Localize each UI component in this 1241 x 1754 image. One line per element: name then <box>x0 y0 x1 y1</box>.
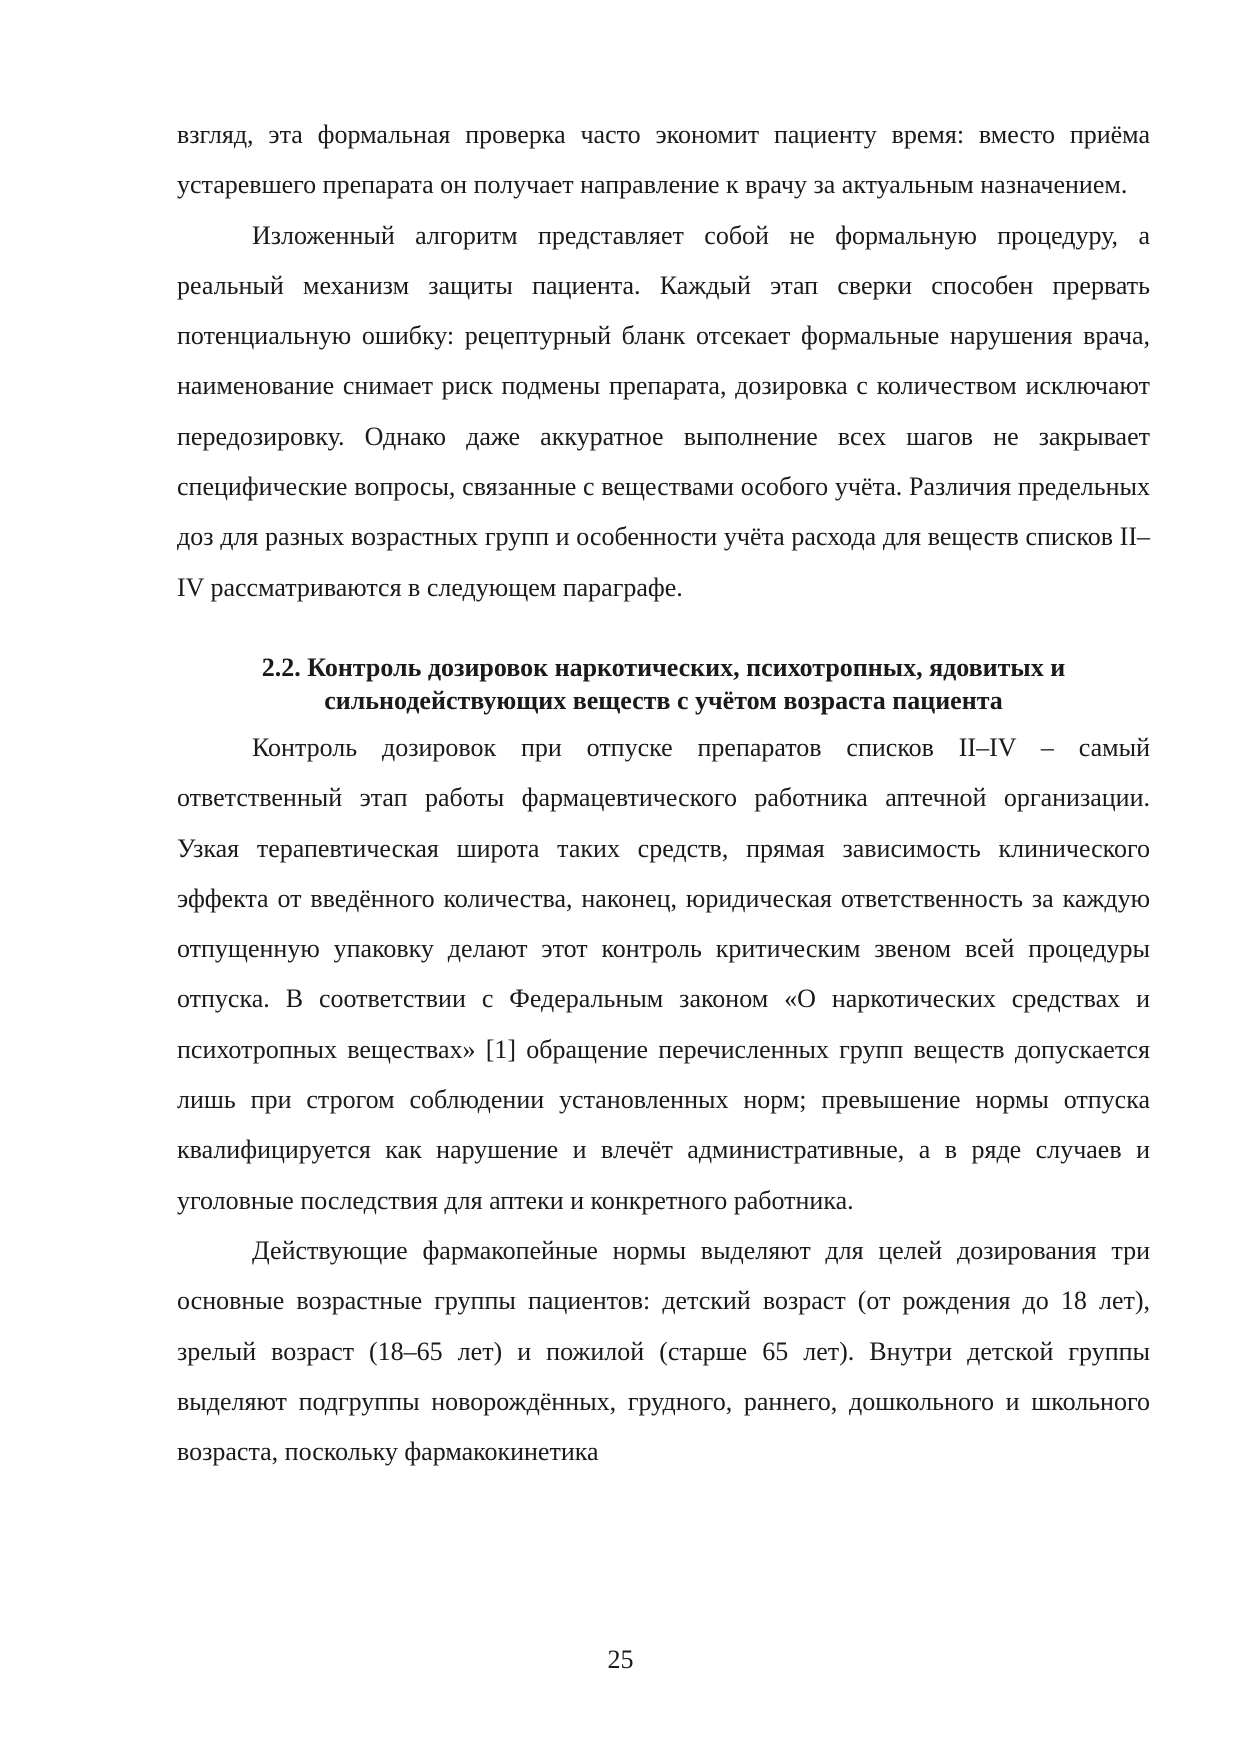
page-number: 25 <box>607 1645 634 1674</box>
section-heading: 2.2. Контроль дозировок наркотических, психотропных, ядовитых и сильнодействующих веществ с учётом возраста пациента <box>261 652 1066 715</box>
paragraph-dosage-control: Контроль дозировок при отпуске препаратов списков II–IV – самый ответственный этап работы фармацевтического работника аптечной организации. Узкая терапевтическая широта таких средств, прямая зависимость клинического эффекта от введённого количества, наконец, юридическая ответственность за каждую отпущенную упаковку делают этот контроль критическим звеном всей процедуры отпуска. В соответствии с Федеральным законом «О наркотических средствах и психотропных веществах» [1] обращение перечисленных групп веществ допускается лишь при строгом соблюдении установленных норм; превышение нормы отпуска квалифицируется как нарушение и влечёт административные, а в ряде случаев и уголовные последствия для аптеки и конкретного работника. <box>177 732 1150 1215</box>
paragraph-continuation: взгляд, эта формальная проверка часто экономит пациенту время: вместо приёма устаревшего препарата он получает направление к врачу за актуальным назначением. <box>177 120 1150 200</box>
paragraph-age-groups: Действующие фармакопейные нормы выделяют для целей дозирования три основные возрастные группы пациентов: детский возраст (от рождения до 18 лет), зрелый возраст (18–65 лет) и пожилой (старше 65 лет). Внутри детской группы выделяют подгруппы новорождённых, грудного, раннего, дошкольного и школьного возраста, поскольку фармакокинетика <box>177 1235 1150 1467</box>
paragraph-algorithm-summary: Изложенный алгоритм представляет собой не формальную процедуру, а реальный механизм защиты пациента. Каждый этап сверки способен прервать потенциальную ошибку: рецептурный бланк отсекает формальные нарушения врача, наименование снимает риск подмены препарата, дозировка с количеством исключают передозировку. Однако даже аккуратное выполнение всех шагов не закрывает специфические вопросы, связанные с веществами особого учёта. Различия предельных доз для разных возрастных групп и особенности учёта расхода для веществ списков II–IV рассматриваются в следующем параграфе. <box>177 220 1150 602</box>
page-content <box>177 110 1150 1477</box>
